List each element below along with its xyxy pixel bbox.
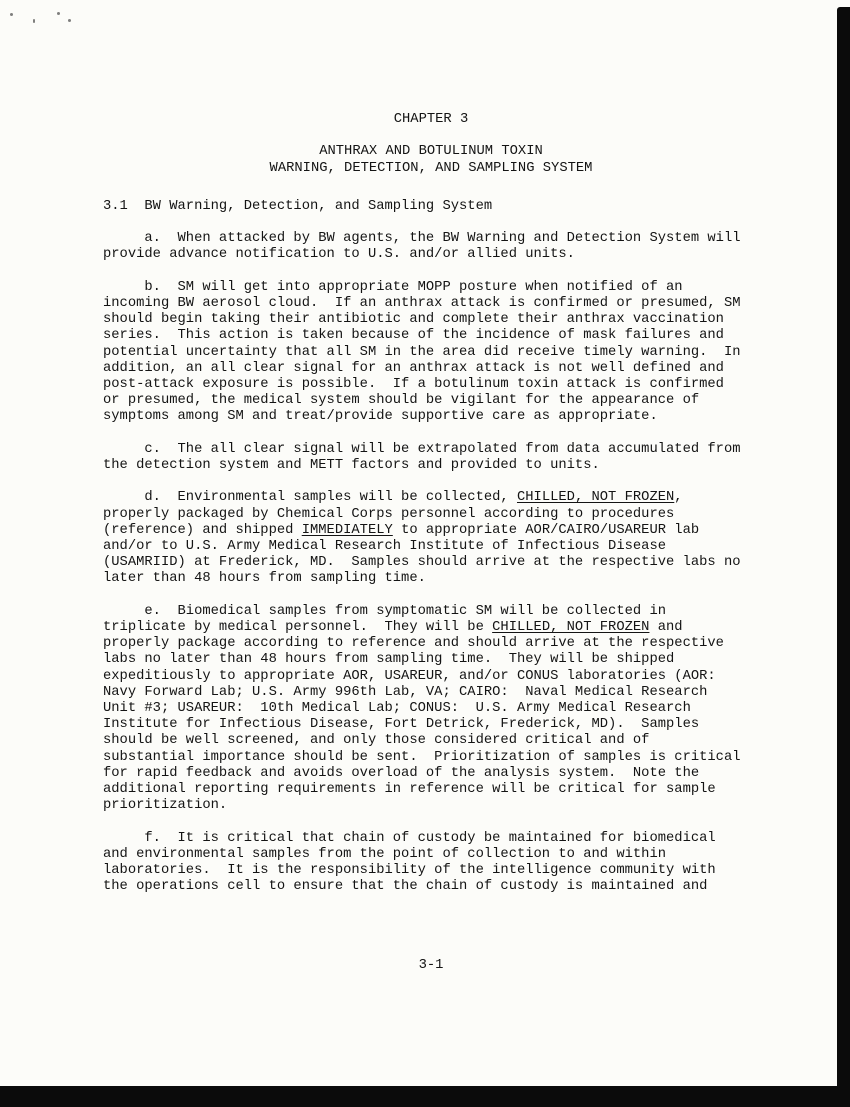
text-line: c. The all clear signal will be extrapolated from data accumulated from <box>103 441 741 457</box>
text-line: triplicate by medical personnel. They will be CHILLED, NOT FROZEN and <box>103 620 683 635</box>
title-line-2: WARNING, DETECTION, AND SAMPLING SYSTEM <box>269 160 593 176</box>
text-line: d. Environmental samples will be collected, CHILLED, NOT FROZEN, <box>103 490 683 506</box>
document-title <box>103 144 759 176</box>
text-line: and/or to U.S. Army Medical Research Institute of Infectious Disease <box>103 539 667 554</box>
text-line: a. When attacked by BW agents, the BW Warning and Detection System will <box>103 231 741 247</box>
text-line: (reference) and shipped IMMEDIATELY to appropriate AOR/CAIRO/USAREUR lab <box>103 522 700 538</box>
scan-artifact <box>68 19 71 22</box>
text-line: properly package according to reference and should arrive at the respective <box>103 636 724 652</box>
text-line: b. SM will get into appropriate MOPP posture when notified of an <box>103 279 683 295</box>
text-line: Institute for Infectious Disease, Fort Detrick, Frederick, MD). Samples <box>103 717 700 733</box>
text-line: addition, an all clear signal for an anthrax attack is not well defined and <box>103 360 724 376</box>
text-line: properly packaged by Chemical Corps personnel according to procedures <box>103 506 675 522</box>
paragraphs <box>103 231 759 895</box>
paragraph <box>103 604 759 815</box>
text-line: series. This action is taken because of the incidence of mask failures and <box>103 328 724 344</box>
text-line: the operations cell to ensure that the chain of custody is maintained and <box>103 879 708 895</box>
text-line: symptoms among SM and treat/provide supportive care as appropriate. <box>103 409 658 425</box>
text-line: Navy Forward Lab; U.S. Army 996th Lab, VA; CAIRO: Naval Medical Research <box>103 684 708 700</box>
section-heading: 3.1 BW Warning, Detection, and Sampling System <box>103 198 493 214</box>
scan-edge-right <box>837 7 850 1107</box>
text-line: f. It is critical that chain of custody be maintained for biomedical <box>103 830 716 846</box>
scan-artifact <box>33 19 35 23</box>
paragraph <box>103 490 759 587</box>
text-line: Unit #3; USAREUR: 10th Medical Lab; CONUS: U.S. Army Medical Research <box>103 701 691 717</box>
chapter-heading: CHAPTER 3 <box>393 112 469 127</box>
text-line: should begin taking their antibiotic and complete their anthrax vaccination <box>103 312 724 328</box>
text-line: the detection system and METT factors and provided to units. <box>103 458 600 473</box>
paragraph <box>103 231 759 263</box>
text-line: expeditiously to appropriate AOR, USAREUR, and/or CONUS laboratories (AOR: <box>103 668 716 684</box>
text-line: labs no later than 48 hours from sampling time. They will be shipped <box>103 652 675 668</box>
paragraph <box>103 280 759 426</box>
text-line: and environmental samples from the point of collection to and within <box>103 846 667 862</box>
text-line: incoming BW aerosol cloud. If an anthrax attack is confirmed or presumed, SM <box>103 295 741 311</box>
scan-artifact <box>57 12 60 15</box>
text-line: prioritization. <box>103 798 228 814</box>
paragraph <box>103 442 759 474</box>
text-line: potential uncertainty that all SM in the area did receive timely warning. In <box>103 344 741 360</box>
scan-artifact <box>10 13 13 16</box>
text-line: for rapid feedback and avoids overload of the analysis system. Note the <box>103 765 700 781</box>
text-line: substantial importance should be sent. Prioritization of samples is critical <box>103 749 741 765</box>
text-line: later than 48 hours from sampling time. <box>103 571 426 587</box>
text-line: post-attack exposure is possible. If a botulinum toxin attack is confirmed <box>103 377 724 392</box>
text-line: should be well screened, and only those considered critical and of <box>103 733 650 749</box>
paragraph <box>103 831 759 896</box>
text-line: e. Biomedical samples from symptomatic SM will be collected in <box>103 603 667 619</box>
text-line: additional reporting requirements in reference will be critical for sample <box>103 782 716 798</box>
scan-edge-bottom <box>0 1086 850 1107</box>
page-number: 3-1 <box>418 958 444 973</box>
text-line: or presumed, the medical system should be vigilant for the appearance of <box>103 393 700 409</box>
title-line-1: ANTHRAX AND BOTULINUM TOXIN <box>319 144 543 160</box>
text-line: provide advance notification to U.S. and/or allied units. <box>103 247 575 263</box>
text-line: laboratories. It is the responsibility of the intelligence community with <box>103 863 716 879</box>
text-line: (USAMRIID) at Frederick, MD. Samples should arrive at the respective labs no <box>103 555 741 571</box>
document-content <box>103 112 759 895</box>
